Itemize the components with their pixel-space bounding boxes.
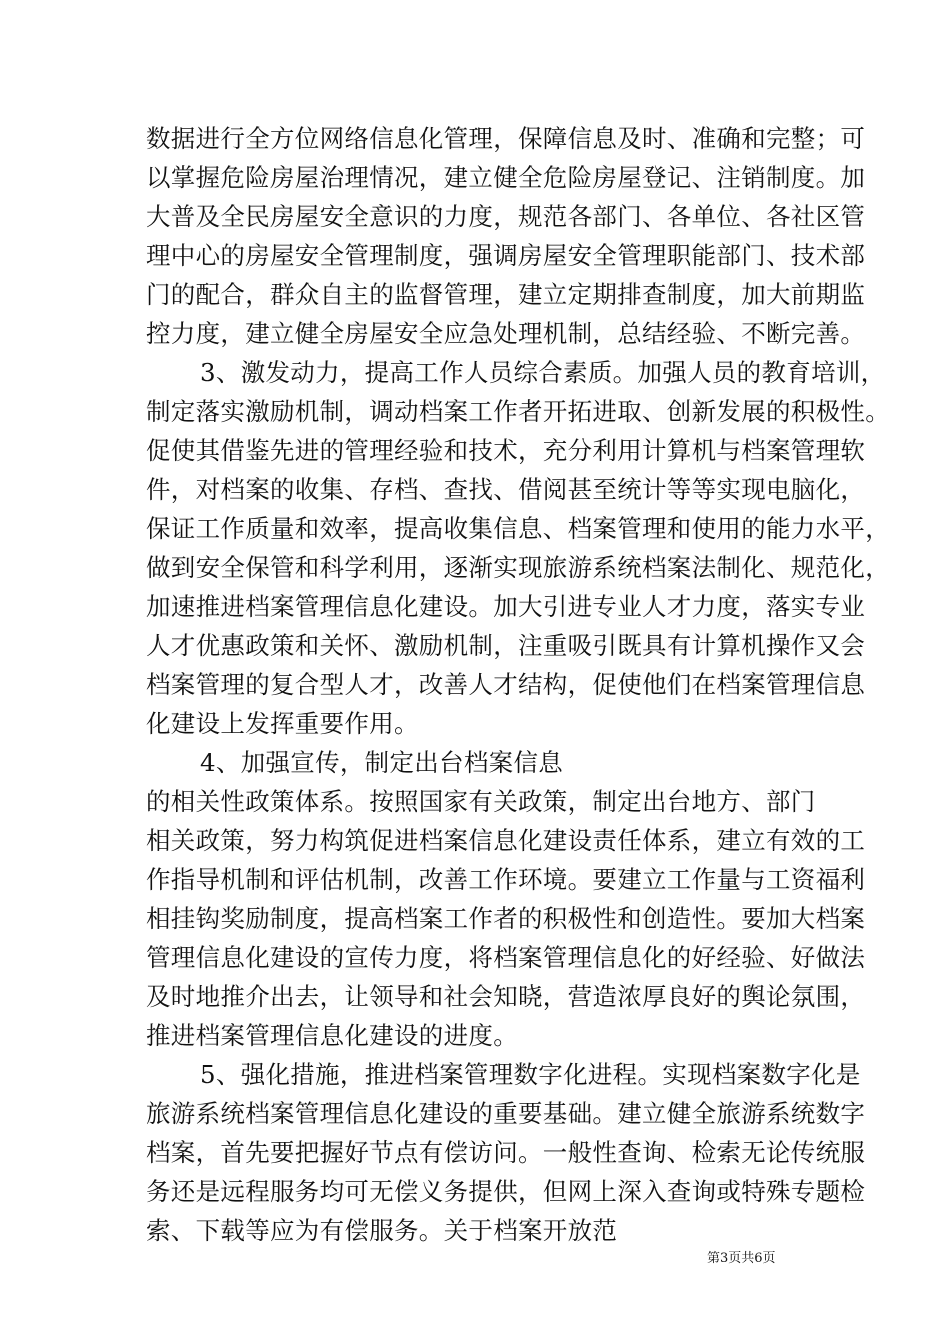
- text-line: 控力度，建立健全房屋安全应急处理机制，总结经验、不断完善。: [146, 319, 866, 348]
- text-line: 理中心的房屋安全管理制度，强调房屋安全管理职能部门、技术部: [146, 241, 866, 270]
- text-line: 务还是远程服务均可无偿义务提供，但网上深入查询或特殊专题检: [146, 1177, 866, 1206]
- text-line: 管理信息化建设的宣传力度，将档案管理信息化的好经验、好做法: [146, 943, 866, 972]
- text-line: 门的配合，群众自主的监督管理，建立定期排查制度，加大前期监: [146, 280, 866, 309]
- text-line: 化建设上发挥重要作用。: [146, 709, 419, 738]
- text-line: 相关政策，努力构筑促进档案信息化建设责任体系，建立有效的工: [146, 826, 866, 855]
- text-line: 数据进行全方位网络信息化管理，保障信息及时、准确和完整；可: [146, 124, 866, 153]
- text-line: 相挂钩奖励制度，提高档案工作者的积极性和创造性。要加大档案: [146, 904, 866, 933]
- text-line: 保证工作质量和效率，提高收集信息、档案管理和使用的能力水平，: [146, 514, 890, 543]
- text-line: 推进档案管理信息化建设的进度。: [146, 1021, 518, 1050]
- text-line: 促使其借鉴先进的管理经验和技术，充分利用计算机与档案管理软: [146, 436, 866, 465]
- text-line: 的相关性政策体系。按照国家有关政策，制定出台地方、部门: [146, 787, 816, 816]
- text-line: 大普及全民房屋安全意识的力度，规范各部门、各单位、各社区管: [146, 202, 866, 231]
- text-line: 加速推进档案管理信息化建设。加大引进专业人才力度，落实专业: [146, 592, 866, 621]
- text-line: 作指导机制和评估机制，改善工作环境。要建立工作量与工资福利: [146, 865, 866, 894]
- text-line: 件，对档案的收集、存档、查找、借阅甚至统计等等实现电脑化，: [146, 475, 866, 504]
- text-line: 4、加强宣传，制定出台档案信息: [200, 748, 564, 777]
- text-line: 5、强化措施，推进档案管理数字化进程。实现档案数字化是: [200, 1060, 861, 1089]
- text-line: 及时地推介出去，让领导和社会知晓，营造浓厚良好的舆论氛围，: [146, 982, 866, 1011]
- text-line: 制定落实激励机制，调动档案工作者开拓进取、创新发展的积极性。: [146, 397, 890, 426]
- text-line: 档案，首先要把握好节点有偿访问。一般性查询、检索无论传统服: [146, 1138, 866, 1167]
- page-number: 第3页共6页: [707, 1251, 776, 1266]
- text-line: 做到安全保管和科学利用，逐渐实现旅游系统档案法制化、规范化，: [146, 553, 890, 582]
- text-line: 索、下载等应为有偿服务。关于档案开放范: [146, 1216, 618, 1245]
- text-line: 3、激发动力，提高工作人员综合素质。加强人员的教育培训，: [200, 358, 886, 387]
- text-line: 档案管理的复合型人才，改善人才结构，促使他们在档案管理信息: [146, 670, 866, 699]
- text-line: 人才优惠政策和关怀、激励机制，注重吸引既具有计算机操作又会: [146, 631, 866, 660]
- text-line: 以掌握危险房屋治理情况，建立健全危险房屋登记、注销制度。加: [146, 163, 866, 192]
- text-line: 旅游系统档案管理信息化建设的重要基础。建立健全旅游系统数字: [146, 1099, 866, 1128]
